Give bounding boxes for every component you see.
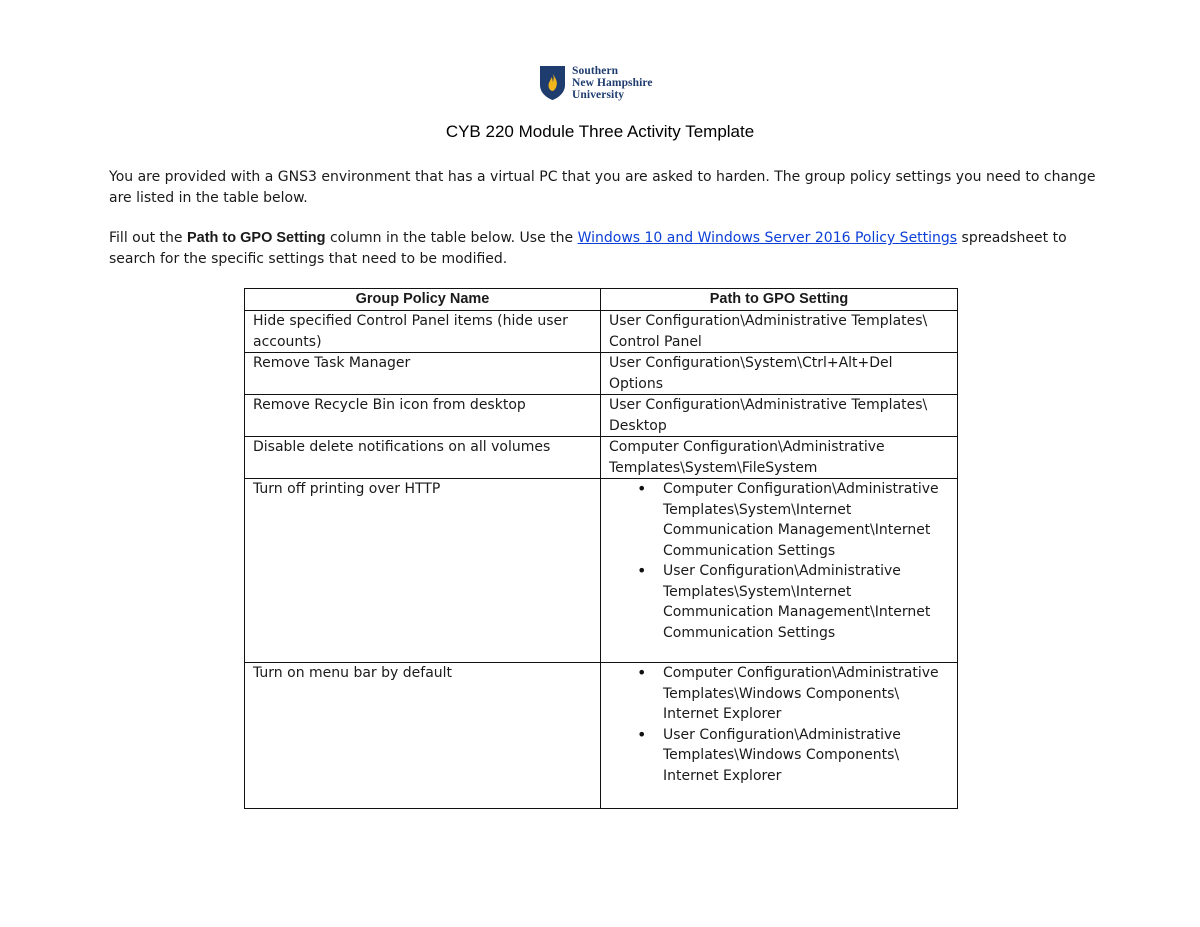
document-title: CYB 220 Module Three Activity Template <box>445 122 755 141</box>
path-bullet-list <box>609 479 949 643</box>
path-bullet-item: • User Configuration\Administrative Templates\System\Internet Communication Management\Internet Communication Settings <box>663 561 949 643</box>
table-row <box>245 395 958 437</box>
table-row <box>245 479 958 663</box>
path-bullet-list <box>609 663 949 786</box>
logo-line-3: University <box>572 89 625 101</box>
policy-name-cell: Remove Task Manager <box>245 353 601 395</box>
header-path-to-gpo-setting: Path to GPO Setting <box>601 289 958 311</box>
policy-name-cell: Hide specified Control Panel items (hide user accounts) <box>245 311 601 353</box>
logo-line-1: Southern <box>572 65 619 77</box>
policy-path-cell: Computer Configuration\Administrative Templates\System\FileSystem <box>601 437 958 479</box>
logo-wordmark <box>572 65 653 101</box>
policy-name-cell: Turn off printing over HTTP <box>245 479 601 663</box>
policy-path-cell: User Configuration\Administrative Templates\ Desktop <box>601 395 958 437</box>
path-bullet-item: • User Configuration\Administrative Templates\Windows Components\ Internet Explorer <box>663 725 949 787</box>
policy-name-cell: Turn on menu bar by default <box>245 663 601 809</box>
logo-line-2: New Hampshire <box>572 77 653 89</box>
shield-flame-icon <box>539 65 566 101</box>
instructions-text-2: column in the table below. Use the <box>325 230 578 246</box>
instructions-paragraph <box>109 228 1099 269</box>
gpo-table <box>244 288 958 809</box>
table-row <box>245 311 958 353</box>
instructions-text-1: Fill out the <box>109 230 187 246</box>
policy-name-cell: Disable delete notifications on all volumes <box>245 437 601 479</box>
table-header-row <box>245 289 958 311</box>
table-row <box>245 353 958 395</box>
table-row <box>245 437 958 479</box>
policy-path-cell <box>601 479 958 663</box>
policy-name-cell: Remove Recycle Bin icon from desktop <box>245 395 601 437</box>
policy-path-cell <box>601 663 958 809</box>
header-group-policy-name: Group Policy Name <box>245 289 601 311</box>
university-logo <box>539 65 653 101</box>
table-row <box>245 663 958 809</box>
policy-path-cell: User Configuration\Administrative Templates\ Control Panel <box>601 311 958 353</box>
path-bullet-item: • Computer Configuration\Administrative Templates\System\Internet Communication Management\Internet Communication Settings <box>663 479 949 561</box>
instructions-text-3: spreadsheet to search for the specific settings that need to be modified. <box>109 230 1067 267</box>
path-bullet-item: • Computer Configuration\Administrative Templates\Windows Components\ Internet Explorer <box>663 663 949 725</box>
policy-path-cell: User Configuration\System\Ctrl+Alt+Del Options <box>601 353 958 395</box>
instructions-bold-column-name: Path to GPO Setting <box>186 230 326 246</box>
policy-settings-link[interactable]: Windows 10 and Windows Server 2016 Policy Settings <box>577 230 958 246</box>
intro-paragraph: You are provided with a GNS3 environment that has a virtual PC that you are asked to harden. The group policy settings you need to change are listed in the table below. <box>109 169 1096 206</box>
